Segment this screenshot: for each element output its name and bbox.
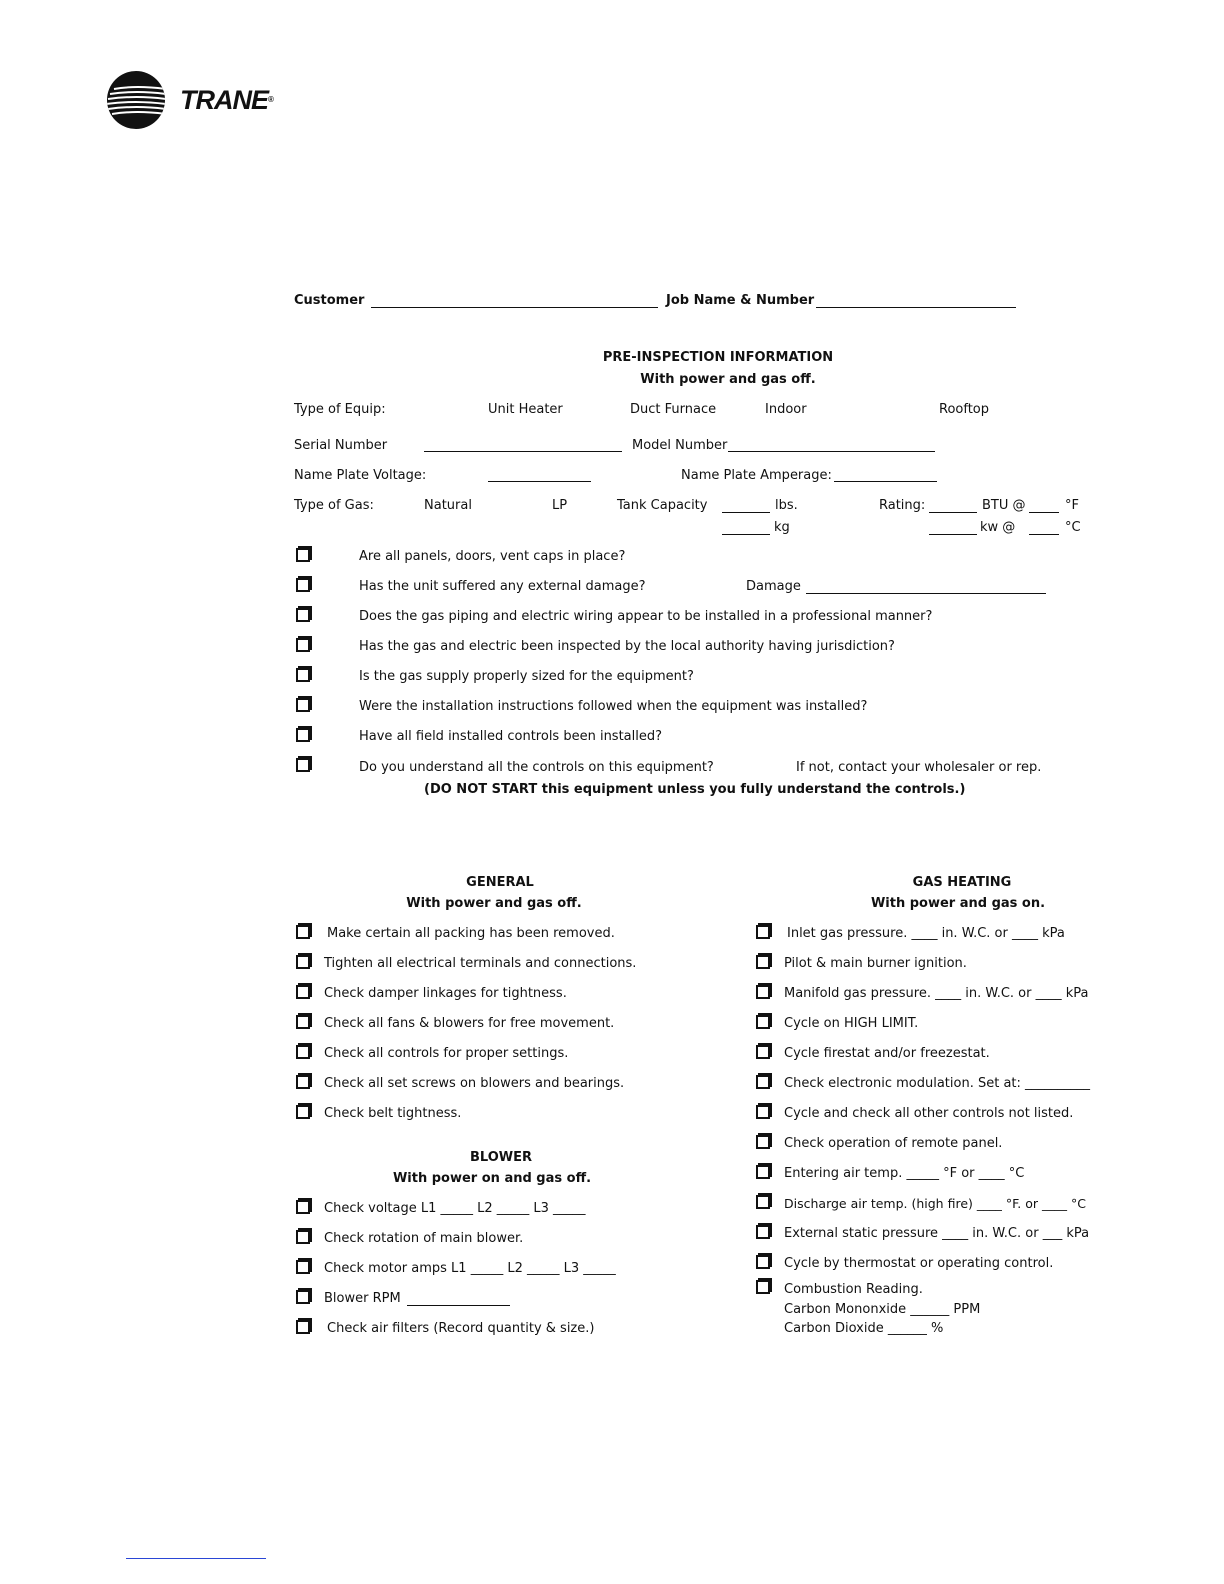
gas-item: Manifold gas pressure. ____ in. W.C. or ____ kPa	[784, 986, 1089, 1001]
blower-subtitle: With power on and gas off.	[392, 1171, 592, 1186]
checkbox-question-6[interactable]	[296, 698, 310, 712]
general-item: Check belt tightness.	[324, 1106, 462, 1121]
checkbox-gas-10[interactable]	[756, 1195, 770, 1209]
model-label: Model Number	[632, 438, 728, 453]
voltage-label: Name Plate Voltage:	[294, 468, 427, 483]
checkbox-gas-3[interactable]	[756, 985, 770, 999]
start-warning: (DO NOT START this equipment unless you fully understand the controls.)	[424, 782, 966, 797]
checkbox-gas-13[interactable]	[756, 1280, 770, 1294]
checkbox-gas-8[interactable]	[756, 1135, 770, 1149]
checkbox-general-5[interactable]	[296, 1045, 310, 1059]
checkbox-gas-11[interactable]	[756, 1225, 770, 1239]
gas-item: Discharge air temp. (high fire) ____ °F. or ____ °C	[784, 1196, 1086, 1211]
rating-f-field[interactable]	[1029, 512, 1059, 513]
checkbox-general-4[interactable]	[296, 1015, 310, 1029]
question-text: Has the gas and electric been inspected by the local authority having jurisdiction?	[359, 639, 895, 654]
question-text: Are all panels, doors, vent caps in place?	[359, 549, 626, 564]
checkbox-gas-1[interactable]	[756, 925, 770, 939]
gas-heating-title: GAS HEATING	[912, 875, 1012, 890]
general-title: GENERAL	[466, 875, 534, 890]
tank-kg-field[interactable]	[722, 534, 770, 535]
question-text: Have all field installed controls been installed?	[359, 729, 663, 744]
contact-note: If not, contact your wholesaler or rep.	[796, 760, 1042, 775]
job-label: Job Name & Number	[666, 293, 815, 308]
carbon-monoxide-reading: Carbon Mononxide ______ PPM	[784, 1302, 981, 1317]
equip-indoor[interactable]: Indoor	[765, 402, 807, 417]
blower-title: BLOWER	[469, 1150, 532, 1165]
rating-f-unit: °F	[1065, 498, 1079, 513]
checkbox-gas-6[interactable]	[756, 1075, 770, 1089]
equip-rooftop[interactable]: Rooftop	[939, 402, 990, 417]
damage-field[interactable]	[806, 593, 1046, 594]
general-item: Check damper linkages for tightness.	[324, 986, 567, 1001]
checkbox-blower-amps[interactable]	[296, 1260, 310, 1274]
checkbox-question-2[interactable]	[296, 578, 310, 592]
checkbox-blower-rpm[interactable]	[296, 1290, 310, 1304]
checkbox-question-3[interactable]	[296, 608, 310, 622]
general-item: Tighten all electrical terminals and connections.	[324, 956, 637, 971]
model-field[interactable]	[728, 451, 935, 452]
blower-amps: Check motor amps L1 _____ L2 _____ L3 _____	[324, 1261, 616, 1276]
amperage-field[interactable]	[834, 481, 937, 482]
gas-item: Check operation of remote panel.	[784, 1136, 1003, 1151]
general-item: Make certain all packing has been removed.	[327, 926, 615, 941]
gas-item: Cycle by thermostat or operating control.	[784, 1256, 1054, 1271]
gas-item: External static pressure ____ in. W.C. or ___ kPa	[784, 1226, 1090, 1241]
equip-type-label: Type of Equip:	[294, 402, 386, 417]
blower-rpm-label: Blower RPM	[324, 1291, 401, 1306]
job-field[interactable]	[816, 307, 1016, 308]
tank-lbs-unit: lbs.	[775, 498, 798, 513]
blower-voltage: Check voltage L1 _____ L2 _____ L3 _____	[324, 1201, 586, 1216]
blower-filters: Check air filters (Record quantity & size.)	[327, 1321, 595, 1336]
pre-inspection-subtitle: With power and gas off.	[640, 372, 816, 387]
checkbox-question-4[interactable]	[296, 638, 310, 652]
rating-c-unit: °C	[1065, 520, 1081, 535]
gas-item: Cycle on HIGH LIMIT.	[784, 1016, 919, 1031]
gas-item: Entering air temp. _____ °F or ____ °C	[784, 1166, 1025, 1181]
customer-field[interactable]	[371, 307, 658, 308]
blower-rpm-field[interactable]	[407, 1305, 510, 1306]
damage-label: Damage	[746, 579, 801, 594]
checkbox-question-8[interactable]	[296, 758, 310, 772]
gas-item: Cycle and check all other controls not listed.	[784, 1106, 1074, 1121]
gas-item: Pilot & main burner ignition.	[784, 956, 967, 971]
checkbox-general-2[interactable]	[296, 955, 310, 969]
checkbox-blower-voltage[interactable]	[296, 1200, 310, 1214]
question-text: Do you understand all the controls on this equipment?	[359, 760, 714, 775]
tank-lbs-field[interactable]	[722, 512, 770, 513]
serial-field[interactable]	[424, 451, 622, 452]
general-item: Check all controls for proper settings.	[324, 1046, 569, 1061]
equip-unit-heater[interactable]: Unit Heater	[488, 402, 563, 417]
rating-kw-field[interactable]	[929, 534, 977, 535]
serial-label: Serial Number	[294, 438, 388, 453]
rating-label: Rating:	[879, 498, 926, 513]
checkbox-gas-9[interactable]	[756, 1165, 770, 1179]
question-text: Is the gas supply properly sized for the equipment?	[359, 669, 694, 684]
gas-type-label: Type of Gas:	[294, 498, 374, 513]
gas-natural[interactable]: Natural	[424, 498, 472, 513]
gas-item: Cycle firestat and/or freezestat.	[784, 1046, 990, 1061]
gas-item: Inlet gas pressure. ____ in. W.C. or ____ kPa	[787, 926, 1065, 941]
voltage-field[interactable]	[488, 481, 591, 482]
checkbox-general-6[interactable]	[296, 1075, 310, 1089]
rating-kw-unit: kw @	[980, 520, 1016, 535]
rating-btu-field[interactable]	[929, 512, 977, 513]
pre-inspection-title: PRE-INSPECTION INFORMATION	[602, 350, 834, 365]
general-item: Check all set screws on blowers and bearings.	[324, 1076, 625, 1091]
trane-logo-icon	[106, 70, 166, 130]
gas-item: Check electronic modulation. Set at: __________	[784, 1076, 1091, 1091]
amperage-label: Name Plate Amperage:	[681, 468, 832, 483]
rating-btu-unit: BTU @	[982, 498, 1026, 513]
tank-capacity-label: Tank Capacity	[617, 498, 708, 513]
checkbox-gas-4[interactable]	[756, 1015, 770, 1029]
checkbox-gas-5[interactable]	[756, 1045, 770, 1059]
equip-duct-furnace[interactable]: Duct Furnace	[630, 402, 717, 417]
general-item: Check all fans & blowers for free movement.	[324, 1016, 615, 1031]
checkbox-question-5[interactable]	[296, 668, 310, 682]
customer-label: Customer	[294, 293, 365, 308]
general-subtitle: With power and gas off.	[406, 896, 582, 911]
gas-lp[interactable]: LP	[552, 498, 568, 513]
question-text: Does the gas piping and electric wiring appear to be installed in a professional manner?	[359, 609, 933, 624]
checkbox-blower-filters[interactable]	[296, 1320, 310, 1334]
brand-wordmark: TRANE®	[180, 85, 273, 115]
checkbox-question-1[interactable]	[296, 548, 310, 562]
question-text: Has the unit suffered any external damage?	[359, 579, 646, 594]
checkbox-question-7[interactable]	[296, 728, 310, 742]
checkbox-gas-12[interactable]	[756, 1255, 770, 1269]
gas-item: Combustion Reading.	[784, 1282, 923, 1297]
tank-kg-unit: kg	[774, 520, 790, 535]
checkbox-blower-rotation[interactable]	[296, 1230, 310, 1244]
checkbox-general-1[interactable]	[296, 925, 310, 939]
checkbox-gas-2[interactable]	[756, 955, 770, 969]
carbon-dioxide-reading: Carbon Dioxide ______ %	[784, 1321, 944, 1336]
blower-rotation: Check rotation of main blower.	[324, 1231, 524, 1246]
checkbox-general-3[interactable]	[296, 985, 310, 999]
question-text: Were the installation instructions followed when the equipment was installed?	[359, 699, 868, 714]
checkbox-gas-7[interactable]	[756, 1105, 770, 1119]
rating-c-field[interactable]	[1029, 534, 1059, 535]
gas-heating-subtitle: With power and gas on.	[870, 896, 1046, 911]
checkbox-general-7[interactable]	[296, 1105, 310, 1119]
footer-rule	[126, 1558, 266, 1559]
